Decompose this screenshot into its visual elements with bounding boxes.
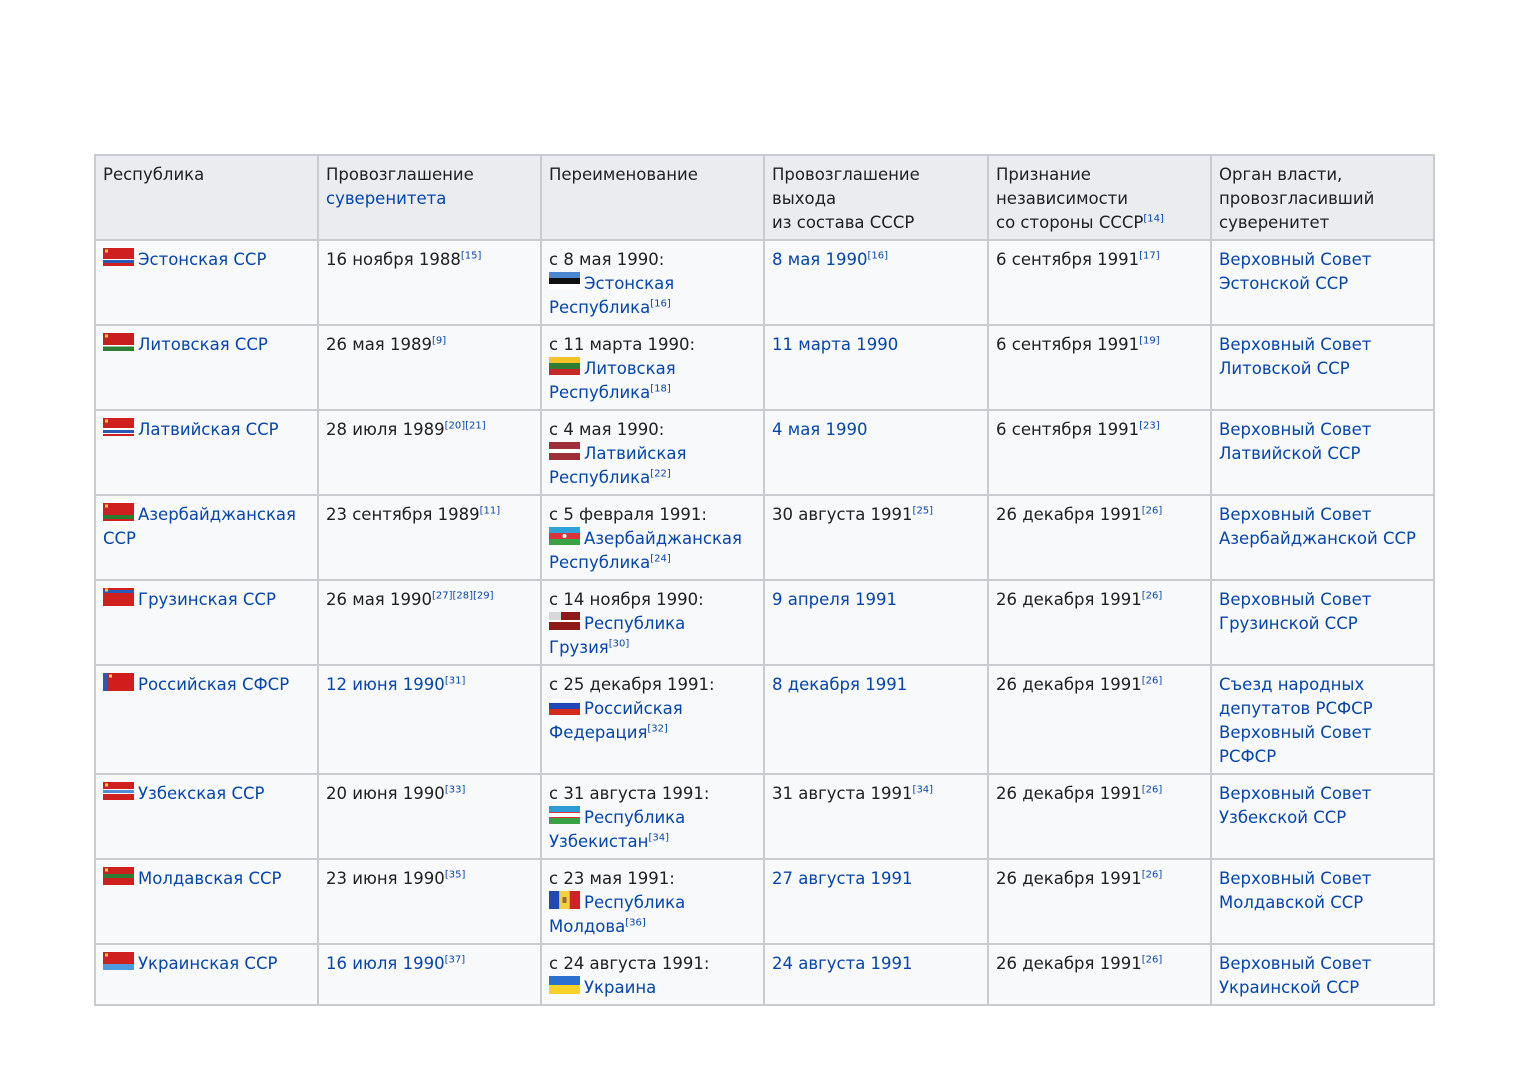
authority-line: Верховный Совет bbox=[1219, 869, 1372, 888]
header-republic: Республика bbox=[95, 155, 318, 240]
soviet-flag-icon bbox=[103, 418, 134, 436]
header-rename: Переименование bbox=[541, 155, 764, 240]
soviet-flag-icon bbox=[103, 673, 134, 691]
recognition-date: 26 декабря 1991 bbox=[996, 869, 1142, 888]
sovereignty-link[interactable]: суверенитета bbox=[326, 189, 447, 208]
reference[interactable]: [15] bbox=[460, 250, 482, 262]
new-state-flag-icon bbox=[549, 697, 580, 715]
sovereignty-date: 16 ноября 1988 bbox=[326, 250, 461, 269]
new-state-flag-icon bbox=[549, 442, 580, 460]
republic-link[interactable]: Латвийская ССР bbox=[138, 420, 279, 439]
soviet-flag-icon bbox=[103, 952, 134, 970]
header-recognition: Признание независимости со стороны СССР[14] bbox=[988, 155, 1211, 240]
reference[interactable]: [27][28][29] bbox=[431, 590, 494, 602]
rename-since: с 14 ноября 1990: bbox=[549, 590, 704, 609]
reference[interactable]: [31] bbox=[444, 675, 466, 687]
reference[interactable]: [37] bbox=[444, 954, 466, 966]
authority-line: Верховный Совет bbox=[1219, 784, 1372, 803]
authority-line: Литовской ССР bbox=[1219, 359, 1350, 378]
authority-line: депутатов РСФСР bbox=[1219, 699, 1373, 718]
sovereignty-cell bbox=[318, 944, 541, 1005]
reference[interactable]: [26] bbox=[1141, 505, 1163, 517]
republic-cell bbox=[95, 495, 318, 580]
reference[interactable]: [32] bbox=[647, 723, 668, 735]
header-sovereignty: Провозглашение суверенитета bbox=[318, 155, 541, 240]
authority-cell[interactable] bbox=[1211, 774, 1434, 859]
authority-cell[interactable] bbox=[1211, 325, 1434, 410]
exit-cell bbox=[764, 325, 988, 410]
new-name-link[interactable]: Узбекистан bbox=[549, 832, 649, 851]
authority-line: Молдавской ССР bbox=[1219, 893, 1364, 912]
new-state-flag-icon bbox=[549, 891, 580, 909]
reference[interactable]: [25] bbox=[912, 505, 934, 517]
republic-cell bbox=[95, 665, 318, 774]
soviet-flag-icon bbox=[103, 588, 134, 606]
recognition-cell bbox=[988, 495, 1211, 580]
sovereignty-date[interactable]: 12 июня 1990 bbox=[326, 675, 445, 694]
reference[interactable]: [16] bbox=[867, 250, 888, 262]
republic-link[interactable]: Азербайджанская ССР bbox=[103, 505, 296, 548]
authority-cell[interactable] bbox=[1211, 859, 1434, 944]
new-name-link[interactable]: Грузия bbox=[549, 638, 609, 657]
authority-cell[interactable] bbox=[1211, 944, 1434, 1005]
header-exit: Провозглашение выхода из состава СССР bbox=[764, 155, 988, 240]
table-row bbox=[95, 495, 1434, 580]
republic-cell bbox=[95, 859, 318, 944]
authority-cell[interactable] bbox=[1211, 580, 1434, 665]
exit-date[interactable]: 8 декабря 1991 bbox=[772, 675, 908, 694]
authority-line: Верховный Совет bbox=[1219, 505, 1372, 524]
reference[interactable]: [24] bbox=[650, 553, 671, 565]
sovereignty-cell bbox=[318, 665, 541, 774]
new-name-link[interactable]: Литовская bbox=[584, 359, 676, 378]
new-name-link[interactable]: Российская bbox=[584, 699, 683, 718]
recognition-cell bbox=[988, 325, 1211, 410]
soviet-flag-icon bbox=[103, 333, 134, 351]
rename-cell bbox=[541, 944, 764, 1005]
recognition-cell bbox=[988, 774, 1211, 859]
republic-link[interactable]: Узбекская ССР bbox=[138, 784, 265, 803]
rename-since: с 31 августа 1991: bbox=[549, 784, 710, 803]
reference[interactable]: [20][21] bbox=[444, 420, 486, 432]
new-state-flag-icon bbox=[549, 806, 580, 824]
sovereignty-date: 26 мая 1990 bbox=[326, 590, 432, 609]
new-state-flag-icon bbox=[549, 976, 580, 994]
exit-date[interactable]: 27 августа 1991 bbox=[772, 869, 913, 888]
reference[interactable]: [11] bbox=[479, 505, 501, 517]
table-row bbox=[95, 240, 1434, 325]
authority-line: Украинской ССР bbox=[1219, 978, 1360, 997]
republic-link[interactable]: Украинская ССР bbox=[138, 954, 278, 973]
recognition-cell bbox=[988, 580, 1211, 665]
authority-line: РСФСР bbox=[1219, 747, 1277, 766]
rename-cell bbox=[541, 325, 764, 410]
recognition-date: 26 декабря 1991 bbox=[996, 675, 1142, 694]
authority-line: Грузинской ССР bbox=[1219, 614, 1358, 633]
authority-line: Съезд народных bbox=[1219, 675, 1365, 694]
rename-cell bbox=[541, 240, 764, 325]
republic-link[interactable]: Эстонская ССР bbox=[138, 250, 267, 269]
authority-line: Эстонской ССР bbox=[1219, 274, 1349, 293]
table-row bbox=[95, 859, 1434, 944]
sovereignty-cell bbox=[318, 240, 541, 325]
reference[interactable]: [18] bbox=[650, 383, 671, 395]
reference[interactable]: [26] bbox=[1141, 954, 1163, 966]
authority-cell[interactable] bbox=[1211, 240, 1434, 325]
rename-cell bbox=[541, 859, 764, 944]
exit-cell bbox=[764, 240, 988, 325]
authority-cell[interactable] bbox=[1211, 665, 1434, 774]
republic-link[interactable]: Российская СФСР bbox=[138, 675, 290, 694]
rename-since: с 8 мая 1990: bbox=[549, 250, 665, 269]
new-name-link[interactable]: Республика bbox=[584, 614, 686, 633]
reference[interactable]: [33] bbox=[444, 784, 466, 796]
new-state-flag-icon bbox=[549, 527, 580, 545]
exit-cell bbox=[764, 410, 988, 495]
rename-cell bbox=[541, 410, 764, 495]
recognition-cell bbox=[988, 944, 1211, 1005]
reference[interactable]: [34] bbox=[648, 832, 669, 844]
republic-link[interactable]: Литовская ССР bbox=[138, 335, 268, 354]
recognition-date: 6 сентября 1991 bbox=[996, 420, 1140, 439]
authority-line: Узбекской ССР bbox=[1219, 808, 1347, 827]
recognition-date: 26 декабря 1991 bbox=[996, 505, 1142, 524]
authority-line: Верховный Совет bbox=[1219, 590, 1372, 609]
table-row bbox=[95, 580, 1434, 665]
header-authority: Орган власти, провозгласивший суверенитет bbox=[1211, 155, 1434, 240]
sovereignty-date[interactable]: 16 июля 1990 bbox=[326, 954, 445, 973]
table-row bbox=[95, 410, 1434, 495]
table-row bbox=[95, 944, 1434, 1005]
reference[interactable]: [19] bbox=[1139, 335, 1160, 347]
sovereignty-date: 23 июня 1990 bbox=[326, 869, 445, 888]
rename-cell bbox=[541, 495, 764, 580]
reference[interactable]: [17] bbox=[1139, 250, 1160, 262]
new-name-link[interactable]: Федерация bbox=[549, 723, 648, 742]
reference[interactable]: [26] bbox=[1141, 590, 1163, 602]
reference[interactable]: [34] bbox=[912, 784, 934, 796]
reference[interactable]: [16] bbox=[650, 298, 671, 310]
republic-cell bbox=[95, 580, 318, 665]
rename-since: с 25 декабря 1991: bbox=[549, 675, 715, 694]
reference[interactable]: [22] bbox=[650, 468, 671, 480]
new-name-link[interactable]: Республика bbox=[549, 553, 651, 572]
soviet-flag-icon bbox=[103, 867, 134, 885]
sovereignty-date: 28 июля 1989 bbox=[326, 420, 445, 439]
sovereignty-date: 26 мая 1989 bbox=[326, 335, 432, 354]
authority-line: Латвийской ССР bbox=[1219, 444, 1361, 463]
new-name-link[interactable]: Молдова bbox=[549, 917, 626, 936]
sovereignty-cell bbox=[318, 580, 541, 665]
authority-line: Верховный Совет bbox=[1219, 250, 1372, 269]
exit-cell bbox=[764, 665, 988, 774]
republic-cell bbox=[95, 240, 318, 325]
reference[interactable]: [14] bbox=[1143, 213, 1164, 225]
new-name-link[interactable]: Латвийская bbox=[584, 444, 687, 463]
recognition-date: 6 сентября 1991 bbox=[996, 250, 1140, 269]
rename-since: с 23 мая 1991: bbox=[549, 869, 675, 888]
new-name-link[interactable]: Республика bbox=[549, 298, 651, 317]
sovereignty-cell bbox=[318, 774, 541, 859]
reference[interactable]: [35] bbox=[444, 869, 466, 881]
rename-cell bbox=[541, 665, 764, 774]
republic-cell bbox=[95, 774, 318, 859]
exit-date[interactable]: 11 марта 1990 bbox=[772, 335, 899, 354]
recognition-cell bbox=[988, 410, 1211, 495]
authority-line: Азербайджанской ССР bbox=[1219, 529, 1416, 548]
sovereignty-cell bbox=[318, 410, 541, 495]
reference[interactable]: [9] bbox=[431, 335, 447, 347]
authority-line: Верховный Совет bbox=[1219, 723, 1372, 742]
rename-since: с 11 марта 1990: bbox=[549, 335, 696, 354]
exit-date[interactable]: 9 апреля 1991 bbox=[772, 590, 897, 609]
soviet-flag-icon bbox=[103, 782, 134, 800]
new-name-link[interactable]: Азербайджанская bbox=[584, 529, 742, 548]
new-name-link[interactable]: Республика bbox=[549, 383, 651, 402]
sovereignty-cell bbox=[318, 495, 541, 580]
new-name-link[interactable]: Республика bbox=[549, 468, 651, 487]
new-name-link[interactable]: Республика bbox=[584, 893, 686, 912]
sovereignty-date: 20 июня 1990 bbox=[326, 784, 445, 803]
exit-date[interactable]: 4 мая 1990 bbox=[772, 420, 868, 439]
new-state-flag-icon bbox=[549, 357, 580, 375]
reference[interactable]: [26] bbox=[1141, 784, 1163, 796]
recognition-cell bbox=[988, 665, 1211, 774]
sovereignty-cell bbox=[318, 859, 541, 944]
rename-since: с 5 февраля 1991: bbox=[549, 505, 707, 524]
exit-date: 31 августа 1991 bbox=[772, 784, 913, 803]
exit-cell bbox=[764, 944, 988, 1005]
authority-line: Верховный Совет bbox=[1219, 954, 1372, 973]
rename-since: с 24 августа 1991: bbox=[549, 954, 710, 973]
recognition-date: 6 сентября 1991 bbox=[996, 335, 1140, 354]
recognition-date: 26 декабря 1991 bbox=[996, 954, 1142, 973]
exit-cell bbox=[764, 774, 988, 859]
soviet-flag-icon bbox=[103, 503, 134, 521]
new-state-flag-icon bbox=[549, 272, 580, 290]
authority-line: Верховный Совет bbox=[1219, 335, 1372, 354]
republic-link[interactable]: Грузинская ССР bbox=[138, 590, 276, 609]
exit-date: 30 августа 1991 bbox=[772, 505, 913, 524]
exit-cell bbox=[764, 580, 988, 665]
new-name-link[interactable]: Украина bbox=[584, 978, 657, 997]
republic-cell bbox=[95, 410, 318, 495]
rename-since: с 4 мая 1990: bbox=[549, 420, 665, 439]
table-row bbox=[95, 774, 1434, 859]
rename-cell bbox=[541, 774, 764, 859]
new-name-link[interactable]: Эстонская bbox=[584, 274, 675, 293]
header-row bbox=[95, 155, 1434, 240]
republic-cell bbox=[95, 944, 318, 1005]
recognition-date: 26 декабря 1991 bbox=[996, 784, 1142, 803]
reference[interactable]: [26] bbox=[1141, 675, 1163, 687]
authority-cell[interactable] bbox=[1211, 410, 1434, 495]
exit-cell bbox=[764, 495, 988, 580]
republics-table bbox=[94, 154, 1435, 1006]
table-row bbox=[95, 325, 1434, 410]
sovereignty-cell bbox=[318, 325, 541, 410]
reference[interactable]: [36] bbox=[625, 917, 646, 929]
table-row bbox=[95, 665, 1434, 774]
reference[interactable]: [30] bbox=[608, 638, 630, 650]
exit-cell bbox=[764, 859, 988, 944]
reference[interactable]: [23] bbox=[1139, 420, 1160, 432]
recognition-cell bbox=[988, 240, 1211, 325]
republic-link[interactable]: Молдавская ССР bbox=[138, 869, 282, 888]
exit-date[interactable]: 24 августа 1991 bbox=[772, 954, 913, 973]
reference[interactable]: [26] bbox=[1141, 869, 1163, 881]
soviet-flag-icon bbox=[103, 248, 134, 266]
republic-cell bbox=[95, 325, 318, 410]
recognition-cell bbox=[988, 859, 1211, 944]
authority-cell[interactable] bbox=[1211, 495, 1434, 580]
authority-line: Верховный Совет bbox=[1219, 420, 1372, 439]
new-name-link[interactable]: Республика bbox=[584, 808, 686, 827]
rename-cell bbox=[541, 580, 764, 665]
recognition-date: 26 декабря 1991 bbox=[996, 590, 1142, 609]
exit-date: 8 мая 1990 bbox=[772, 250, 868, 269]
sovereignty-date: 23 сентября 1989 bbox=[326, 505, 480, 524]
new-state-flag-icon bbox=[549, 612, 580, 630]
